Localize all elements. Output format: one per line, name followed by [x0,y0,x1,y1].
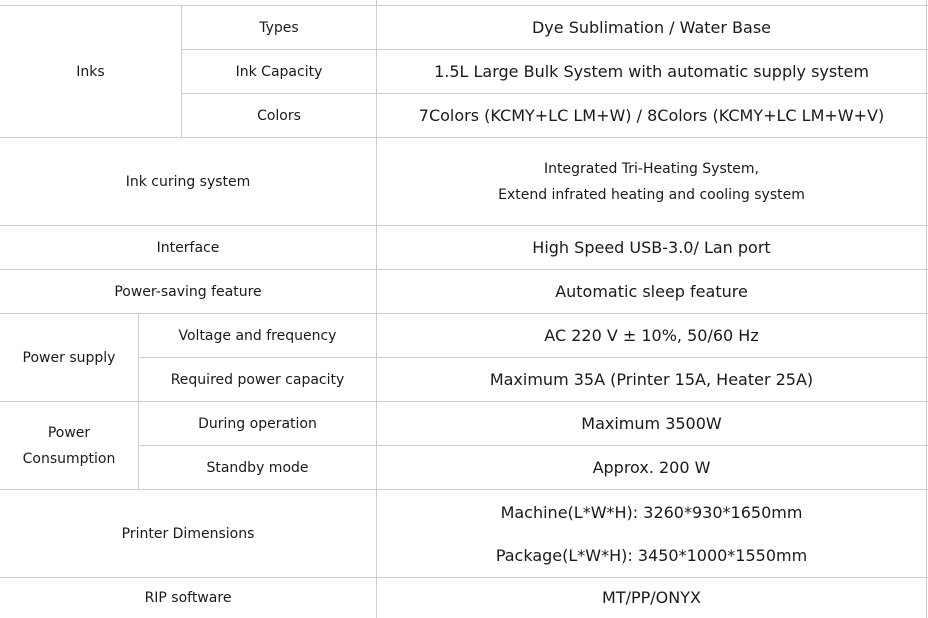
divider [926,0,927,618]
interface-value: High Speed USB-3.0/ Lan port [532,237,771,257]
rip-software-label: RIP software [144,590,232,606]
package-dimensions: Package(L*W*H): 3450*1000*1550mm [495,545,808,565]
dimensions-value [377,490,926,577]
ink-curing-line-1: Integrated Tri-Heating System, [544,160,759,177]
power-saving-label: Power-saving feature [114,283,262,300]
power-saving-value: Automatic sleep feature [555,281,748,301]
power-capacity-value: Maximum 35A (Printer 15A, Heater 25A) [489,369,814,389]
operation-label: During operation [198,415,317,432]
power-consumption-label-line-1: Power [47,424,91,441]
ink-capacity-label: Ink Capacity [235,63,323,80]
ink-colors-value: 7Colors (KCMY+LC LM+W) / 8Colors (KCMY+LC LM+W+V) [418,105,885,125]
power-consumption-label [0,402,138,489]
ink-colors-label: Colors [257,107,301,124]
voltage-value: AC 220 V ± 10%, 50/60 Hz [544,325,759,345]
inks-label: Inks [76,63,105,80]
standby-value: Approx. 200 W [592,457,711,477]
power-consumption-label-line-2: Consumption [22,450,116,467]
ink-curing-label: Ink curing system [125,173,251,190]
ink-capacity-value: 1.5L Large Bulk System with automatic supply system [434,61,869,81]
operation-value: Maximum 3500W [581,413,722,433]
standby-label: Standby mode [206,459,309,476]
interface-label: Interface [156,239,220,256]
ink-curing-line-2: Extend infrated heating and cooling system [498,186,805,203]
power-capacity-label: Required power capacity [170,371,345,388]
machine-dimensions: Machine(L*W*H): 3260*930*1650mm [500,502,803,522]
voltage-label: Voltage and frequency [178,327,337,344]
power-supply-label: Power supply [22,349,116,366]
dimensions-label: Printer Dimensions [121,525,255,542]
ink-curing-value [377,138,926,225]
ink-types-value: Dye Sublimation / Water Base [531,17,771,37]
ink-types-label: Types [259,19,299,36]
rip-software-value: MT/PP/ONYX [602,588,701,607]
